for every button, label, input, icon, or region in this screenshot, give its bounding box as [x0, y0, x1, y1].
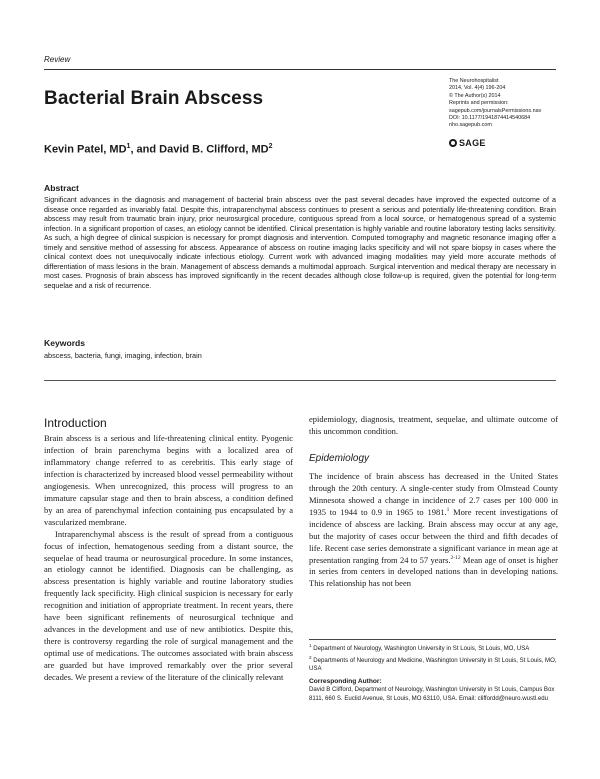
affiliation-2: [309, 654, 559, 674]
epidemiology-paragraph: [309, 471, 558, 591]
author-line: [44, 143, 272, 156]
abstract-heading: Abstract: [44, 183, 79, 193]
corresponding-author-details: David B Clifford, Department of Neurology, Washington University in St Louis, Campus Box 8111, 660 S. Euclid Avenue, St Louis, MO 63110, USA. Email: cliffordd@neuro.wustl.edu: [309, 686, 555, 702]
abstract-divider: [44, 380, 556, 381]
reprints-label: Reprints and permission:: [449, 100, 509, 107]
permissions-link[interactable]: sagepub.com/journalsPermissions.nav: [449, 107, 542, 114]
right-column: [309, 414, 558, 590]
abstract-section: [44, 183, 556, 291]
publisher-logo: [449, 138, 486, 148]
header-rule: [44, 69, 556, 70]
intro-paragraph-2: Intraparenchymal abscess is the result of spread from a contiguous focus of infection, hematogenous seeding from a distant source, the sequelae of head trauma or neurosurgical procedure. In some instances, an etiology cannot be identified. Diagnosis can be challenging, as abscess presentation is highly variable and routine laboratory studies frequently lack specificity. High clinical suspicion is necessary for early recognition and initiation of appropriate treatment. In recent years, there have been significant refinements of neurosurgical technique and advances in the development and use of new antibiotics. Despite this, there is controversy regarding the role of surgical management and the optimal use of medications. The outcomes associated with brain abscess are guarded but have improved remarkably over the prior several decades. We present a review of the literature of the clinically relevant: [44, 528, 293, 683]
journal-name: The Neurohospitalist: [449, 78, 499, 84]
keywords-section: [44, 338, 556, 360]
epidemiology-heading: Epidemiology: [309, 452, 370, 464]
author-1-name: Kevin Patel, MD: [44, 143, 127, 156]
epidemiology-text-c: Mean age of onset is higher in series from centers in developed nations than in developing nations. This relationship has not been: [309, 554, 559, 589]
author-separator: , and: [130, 143, 160, 156]
abstract-text: Significant advances in the diagnosis and management of bacterial brain abscess over the past several decades have improved the expected outcome of a disease once regarded as invariably fatal. Despite this, intraparenchymal abscess continues to present a serious and potentially life-threatening condition. Brain abscess may result from traumatic brain injury, prior neurosurgical procedure, contiguous spread from a local source, or hematogenous spread of a systemic infection. In a significant proportion of cases, an etiology cannot be identified. Clinical presentation is highly variable and routine laboratory testing lacks sensitivity. As such, a high degree of clinical suspicion is necessary for prompt diagnosis and intervention. Computed tomography and magnetic resonance imaging offer a timely and sensitive method of assessing for abscess. Appearance of abscess on routine imaging lacks specificity and will not spare biopsy in cases where the clinical context does not unequivocally indicate infectious etiology. Current work with advanced imaging modalities may yield more accurate methods of differentiation of mass lesions in the brain. Management of abscess demands a multimodal approach. Surgical intervention and medical therapy are necessary in most cases. Prognosis of brain abscess has improved significantly in the recent decades although close follow-up is required, given the potential for long-term sequelae and a risk of recurrence.: [44, 196, 556, 290]
epidemiology-text-a: The incidence of brain abscess has decreased in the United States through the 20th century. A single-center study from Olmstead County Minnesota showed a change in incidence of 2.7 cases per 100 000 in 1935 to 1944 to 0.9 in 1965 to 1981.: [309, 470, 558, 517]
sage-logo-icon: [449, 139, 457, 147]
introduction-heading: Introduction: [44, 416, 107, 430]
footnote-rule: [309, 639, 556, 640]
journal-info: [449, 78, 559, 130]
author-1-affiliation-mark: 1: [126, 143, 131, 150]
affiliation-mark: 2: [309, 654, 312, 660]
keywords-heading: Keywords: [44, 338, 86, 348]
section-label: Review: [44, 55, 71, 64]
keywords-list: abscess, bacteria, fungi, imaging, infection, brain: [44, 351, 202, 360]
publisher-logo-text: SAGE: [459, 138, 486, 148]
citation-ref[interactable]: 1: [446, 506, 450, 513]
copyright-line: © The Author(s) 2014: [449, 92, 501, 99]
affiliation-text: Departments of Neurology and Medicine, Washington University in St Louis, St Louis, MO, USA: [309, 656, 557, 673]
left-column: [44, 433, 293, 684]
doi-line[interactable]: DOI: 10.1177/1941874414540684: [449, 115, 531, 122]
intro-paragraph-2-continued: epidemiology, diagnosis, treatment, sequelae, and ultimate outcome of this uncommon condition.: [309, 414, 558, 436]
footnotes: [309, 642, 559, 704]
epidemiology-text-b: More recent investigations of incidence of abscess are lacking. Brain abscess may occur at any age, but the majority of cases occur between the third and fifth decades of life. Recent case series demonstrate a significant variance in mean age at presentation ranging from 24 to 57 years.: [309, 506, 558, 565]
author-2-affiliation-mark: 2: [268, 143, 273, 150]
journal-volume: 2014, Vol. 4(4) 196-204: [449, 85, 506, 92]
citation-ref[interactable]: 2-12: [450, 554, 461, 561]
affiliation-mark: 1: [309, 642, 312, 648]
article-title: Bacterial Brain Abscess: [44, 88, 264, 109]
affiliation-1: [309, 642, 559, 654]
intro-paragraph-1: Brain abscess is a serious and life-threatening clinical entity. Pyogenic infection of brain parenchyma begins with a localized area of inflammatory change referred to as cerebritis. This early stage of infection is characterized by increased blood vessel permeability without angiogenesis. When unrecognized, this process will progress to an immature capsular stage and then to brain abscess, a condition defined by an area of parenchymal infection containing pus encapsulated by a vascularized membrane.: [44, 433, 293, 527]
affiliation-text: Department of Neurology, Washington University in St Louis, St Louis, MO, USA: [311, 645, 530, 652]
journal-site-link[interactable]: nho.sagepub.com: [449, 122, 492, 129]
author-2-name: David B. Clifford, MD: [159, 143, 269, 156]
corresponding-author-heading: Corresponding Author:: [309, 677, 382, 685]
